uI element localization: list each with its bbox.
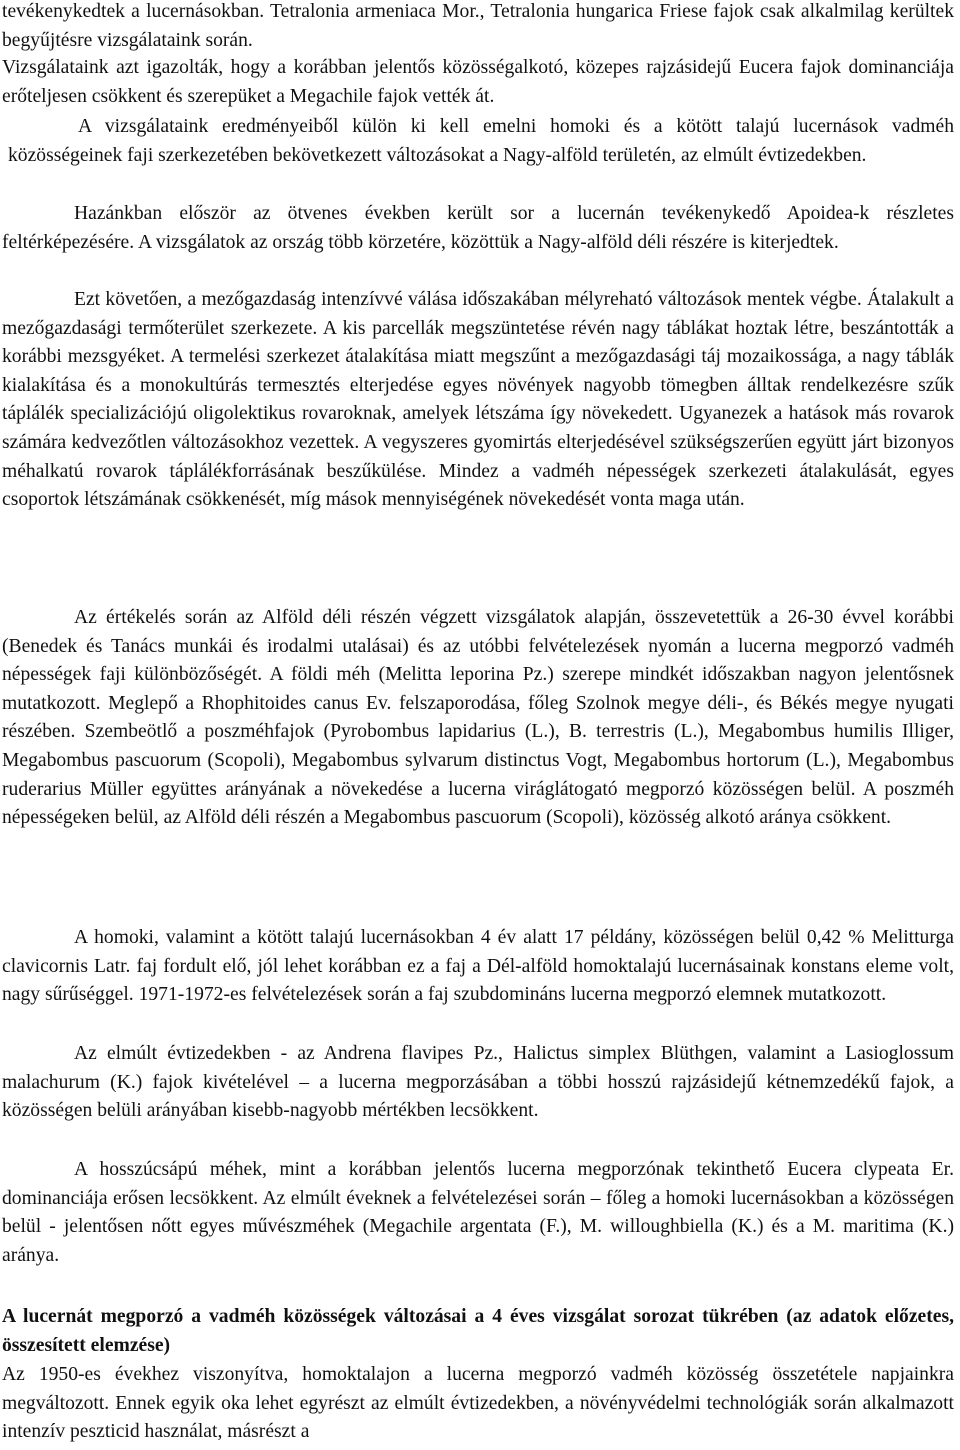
paragraph-long-horned-bees	[2, 1156, 954, 1270]
section-heading	[2, 1303, 954, 1360]
paragraph-changes	[2, 286, 954, 515]
paragraph-history	[2, 200, 954, 257]
body-paragraph: Vizsgálataink azt igazolták, hogy a korábban jelentős közösségalkotó, közepes rajzásidejű Eucera fajok dominanciája erőteljesen csökkent és szerepüket a Megachile fajok vették át.	[2, 57, 954, 107]
paragraph-final	[2, 1361, 954, 1447]
body-paragraph: Hazánkban először az ötvenes években került sor a lucernán tevékenykedő Apoidea-k részletes feltérképezésére. A vizsgálatok az ország több körzetére, közöttük a Nagy-alföld déli részére is kiterjedtek.	[2, 203, 954, 253]
paragraph-melitturga	[2, 924, 954, 1010]
body-paragraph: tevékenykedtek a lucernásokban. Tetralonia armeniaca Mor., Tetralonia hungarica Friese fajok csak alkalmilag kerültek begyűjtésre vizsgálataink során.	[2, 1, 954, 51]
body-paragraph: Az értékelés során az Alföld déli részén végzett vizsgálatok alapján, összevetettük a 26-30 évvel korábbi (Benedek és Tanács munkái és irodalmi utalásai) és az utóbbi felvételezések nyomán a lucerna megporzó vadméh népességek faji különbözőségét. A földi méh (Melitta leporina Pz.) szerepe mindkét időszakban nagyon jelentősnek mutatkozott. Meglepő a Rhophitoides canus Ev. felszaporodása, főleg Szolnok megye déli-, és Békés megye nyugati részében. Szembeötlő a poszméhfajok (Pyrobombus lapidarius (L.), B. terrestris (L.), Megabombus humilis Illiger, Megabombus pascuorum (Scopoli), Megabombus sylvarum distinctus Vogt, Megabombus hortorum (L.), Megabombus ruderarius Müller együttes arányának a növekedése a lucerna viráglátogató megporzó közösségen belül. A poszméh népességeken belül, az Alföld déli részén a Megabombus pascuorum (Scopoli), közösség alkotó aránya csökkent.	[2, 607, 954, 829]
paragraph-continuation	[2, 0, 954, 55]
body-paragraph: Az 1950-es évekhez viszonyítva, homoktalajon a lucerna megporzó vadméh közösség összetétele napjainkra megváltozott. Ennek egyik oka lehet egyrészt az elmúlt évtizedekben, a növényvédelmi technológiák során alkalmazott intenzív peszticid használat, másrészt a	[2, 1364, 954, 1443]
paragraph-evaluation	[2, 604, 954, 833]
paragraph-highlight	[8, 113, 954, 170]
body-paragraph: Az elmúlt évtizedekben - az Andrena flavipes Pz., Halictus simplex Blüthgen, valamint a Lasioglossum malachurum (K.) fajok kivételével – a lucerna megporzásában a többi hosszú rajzásidejű kétnemzedékű fajok, a közösségen belüli arányában kisebb-nagyobb mértékben lecsökkent.	[2, 1043, 954, 1122]
body-paragraph: A homoki, valamint a kötött talajú lucernásokban 4 év alatt 17 példány, közösségen belül 0,42 % Melitturga clavicornis Latr. faj fordult elő, jól lehet korábban ez a faj a Dél-alföld homoktalajú lucernásainak konstans eleme volt, nagy sűrűséggel. 1971-1972-es felvételezések során a faj szubdomináns lucerna megporzó elemnek mutatkozott.	[2, 927, 954, 1006]
body-paragraph: A vizsgálataink eredményeiből külön ki kell emelni homoki és a kötött talajú lucernások vadméh közösségeinek faji szerkezetében bekövetkezett változásokat a Nagy-alföld területén, az elmúlt évtizedekben.	[8, 116, 954, 166]
section-heading-text: A lucernát megporzó a vadméh közösségek változásai a 4 éves vizsgálat sorozat tükrében (az adatok előzetes, összesített elemzése)	[2, 1306, 954, 1356]
body-paragraph: Ezt követően, a mezőgazdaság intenzívvé válása időszakában mélyreható változások mentek végbe. Átalakult a mezőgazdasági termőterület szerkezete. A kis parcellák megszüntetése révén nagy táblákat hoztak létre, beszántották a korábbi mezsgyéket. A termelési szerkezet átalakítása miatt megszűnt a mezőgazdasági táj mozaikossága, a nagy táblák kialakítása és a monokultúrás termesztés elterjedése egyes növények nagyobb tömegben álltak rendelkezésre szűk táplálék specializációjú oligolektikus rovaroknak, amelyek létszáma így növekedett. Ugyanezek a hatások más rovarok számára kedvezőtlen változásokhoz vezettek. A vegyszeres gyomirtás elterjedésével szükségszerűen együtt járt bizonyos méhalkatú rovarok táplálékforrásának beszűkülése. Mindez a vadméh népességek szerkezeti átalakulását, egyes csoportok létszámának csökkenését, míg mások mennyiségének növekedését vonta maga után.	[2, 289, 954, 511]
paragraph-decades	[2, 1040, 954, 1126]
body-paragraph: A hosszúcsápú méhek, mint a korábban jelentős lucerna megporzónak tekinthető Eucera clypeata Er. dominanciája erősen lecsökkent. Az elmúlt éveknek a felvételezései során – főleg a homoki lucernásokban a közösségen belül - jelentősen nőtt egyes művészméhek (Megachile argentata (F.), M. willoughbiella (K.) és a M. maritima (K.) aránya.	[2, 1159, 954, 1266]
paragraph-findings	[2, 54, 954, 111]
